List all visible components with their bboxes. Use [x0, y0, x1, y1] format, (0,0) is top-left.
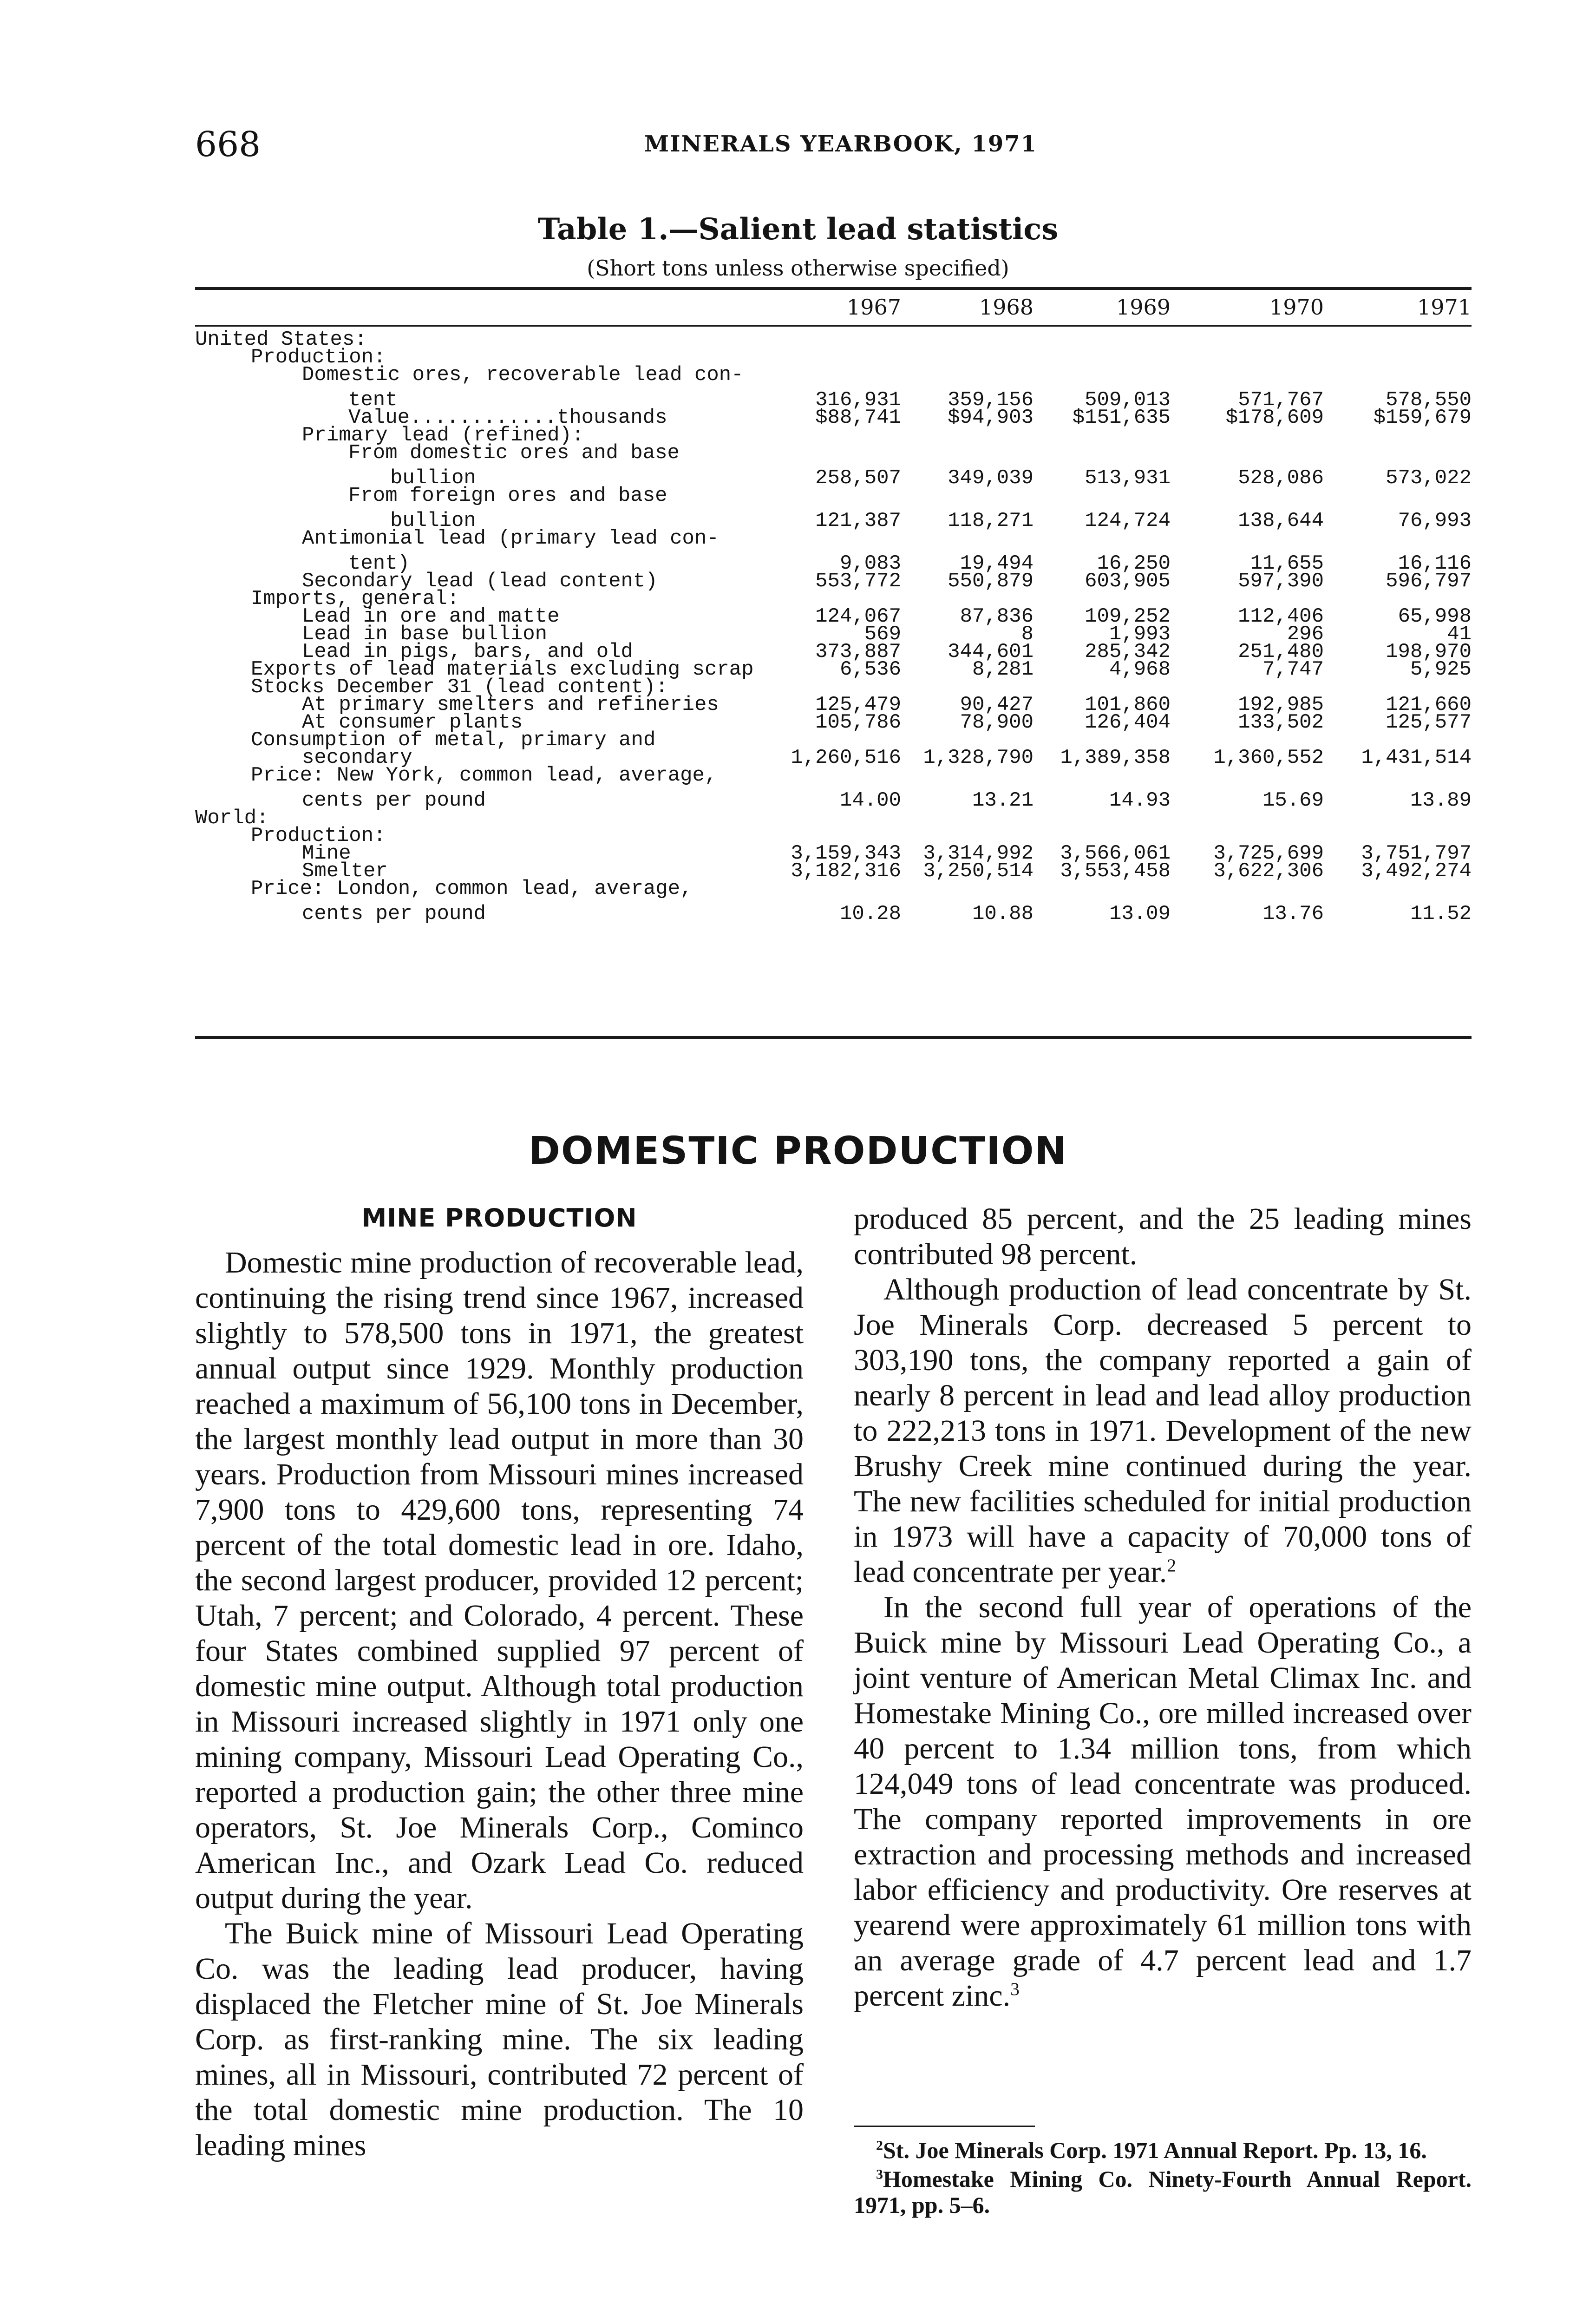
row-value-1968: 90,427 — [960, 693, 1033, 716]
row-label: United States: — [195, 328, 367, 351]
table-row — [195, 842, 1472, 865]
table-row — [195, 484, 1472, 507]
row-label: Stocks December 31 (lead content): — [251, 676, 668, 699]
row-value-1967: 258,507 — [815, 466, 901, 490]
row-value-1971: 3,492,274 — [1361, 860, 1472, 883]
table-row — [195, 877, 1472, 900]
row-value-1967: 125,479 — [815, 693, 901, 716]
row-value-1969: 3,553,458 — [1060, 860, 1171, 883]
table-row — [195, 860, 1472, 883]
row-value-1967: 6,536 — [839, 658, 901, 681]
table-row — [195, 552, 1472, 575]
row-value-1971: 578,550 — [1386, 388, 1472, 412]
row-value-1969: 14.93 — [1109, 789, 1171, 812]
body-paragraph: Domestic mine production of recoverable lead, continuing the rising trend since 1967, increased slightly to 578,500 tons in 1971, the greatest annual output since 1929. Monthly production reached a maximum of 56,100 tons in December, the largest monthly lead output in more than 30 years. Production from Missouri mines increased 7,900 tons to 429,600 tons, representing 74 percent of the total domestic lead in ore. Idaho, the second largest producer, provided 12 percent; Utah, 7 percent; and Colorado, 4 percent. These four States combined supplied 97 percent of domestic mine output. Although total production in Missouri increased slightly in 1971 only one mining company, Missouri Lead Operating Co., reported a production gain; the other three mine operators, St. Joe Minerals Corp., Cominco American Inc., and Ozark Lead Co. reduced output during the year. — [195, 1246, 804, 1915]
row-value-1967: 316,931 — [815, 388, 901, 412]
row-value-1971: 11.52 — [1410, 902, 1472, 925]
table-row — [195, 746, 1472, 769]
row-value-1967: 105,786 — [815, 711, 901, 734]
row-label: cents per pound — [302, 902, 486, 925]
row-value-1970: 11,655 — [1250, 552, 1324, 575]
row-value-1969: 3,566,061 — [1060, 842, 1171, 865]
body-paragraph: The Buick mine of Missouri Lead Operating Co. was the leading lead producer, having displaced the Fletcher mine of St. Joe Minerals Corp. as first-ranking mine. The six leading mines, all in Missouri, contributed 72 percent of the total domestic mine production. The 10 leading mines — [195, 1916, 804, 2162]
row-value-1969: 124,724 — [1085, 509, 1171, 532]
footnote-reference: 3 — [1010, 1979, 1020, 1999]
row-value-1971: 596,797 — [1386, 570, 1472, 593]
row-label: At primary smelters and refineries — [302, 693, 719, 716]
right-text-column — [854, 1201, 1472, 2014]
row-value-1969: 16,250 — [1097, 552, 1171, 575]
row-value-1967: 1,260,516 — [791, 746, 901, 769]
row-value-1971: 41 — [1447, 623, 1472, 646]
row-value-1971: 76,993 — [1398, 509, 1472, 532]
row-value-1968: 1,328,790 — [923, 746, 1033, 769]
footnote-mark: 2 — [876, 2138, 883, 2153]
table-row — [195, 693, 1472, 716]
footnote-text: St. Joe Minerals Corp. 1971 Annual Report. Pp. 13, 16. — [883, 2137, 1427, 2163]
column-header-1970: 1970 — [1269, 295, 1324, 320]
row-label: bullion — [390, 466, 476, 490]
subsection-heading: MINE PRODUCTION — [361, 1203, 637, 1233]
row-label: Imports, general: — [251, 587, 459, 610]
table-row — [195, 346, 1472, 369]
table-row — [195, 711, 1472, 734]
row-value-1969: 1,993 — [1109, 623, 1171, 646]
body-paragraph — [854, 1272, 1472, 1590]
table-row — [195, 570, 1472, 593]
row-label: tent — [348, 388, 398, 412]
body-paragraph — [854, 1590, 1472, 2014]
table-row — [195, 764, 1472, 787]
table-row — [195, 441, 1472, 465]
row-value-1969: 509,013 — [1085, 388, 1171, 412]
footnotes — [854, 2137, 1472, 2221]
left-text-column — [195, 1245, 804, 2163]
row-label: Lead in pigs, bars, and old — [302, 640, 633, 663]
row-value-1970: 192,985 — [1238, 693, 1324, 716]
table-bottom-rule — [195, 1036, 1472, 1039]
running-head — [195, 125, 1486, 171]
table-row — [195, 902, 1472, 925]
row-value-1968: 8 — [1021, 623, 1033, 646]
table-row — [195, 640, 1472, 663]
row-value-1969: $151,635 — [1072, 406, 1171, 429]
row-label: cents per pound — [302, 789, 486, 812]
row-label: Lead in ore and matte — [302, 605, 560, 628]
row-label: bullion — [390, 509, 476, 532]
row-label: Smelter — [302, 860, 388, 883]
column-header-1968: 1968 — [979, 295, 1033, 320]
column-header-1967: 1967 — [846, 295, 901, 320]
row-value-1968: 8,281 — [972, 658, 1033, 681]
row-value-1967: 3,182,316 — [791, 860, 901, 883]
table-header-rule — [195, 325, 1472, 327]
row-label: Price: London, common lead, average, — [251, 877, 693, 900]
row-value-1969: 603,905 — [1085, 570, 1171, 593]
row-label: Antimonial lead (primary lead con- — [302, 527, 719, 550]
row-value-1971: 573,022 — [1386, 466, 1472, 490]
row-value-1969: 109,252 — [1085, 605, 1171, 628]
row-value-1967: 569 — [864, 623, 901, 646]
row-value-1971: 65,998 — [1398, 605, 1472, 628]
row-label: tent) — [348, 552, 410, 575]
footnote-mark: 3 — [876, 2166, 883, 2182]
row-value-1970: 15.69 — [1262, 789, 1324, 812]
row-value-1971: 5,925 — [1410, 658, 1472, 681]
row-value-1970: 7,747 — [1262, 658, 1324, 681]
page-number: 668 — [195, 125, 261, 164]
body-paragraph-continued: produced 85 percent, and the 25 leading mines contributed 98 percent. — [854, 1202, 1472, 1271]
row-value-1967: 14.00 — [839, 789, 901, 812]
table-column-headers — [195, 289, 1472, 324]
row-value-1969: 126,404 — [1085, 711, 1171, 734]
row-value-1968: 344,601 — [948, 640, 1033, 663]
row-value-1967: 553,772 — [815, 570, 901, 593]
row-value-1968: 550,879 — [948, 570, 1033, 593]
column-header-1969: 1969 — [1116, 295, 1171, 320]
row-value-1968: 13.21 — [972, 789, 1033, 812]
row-value-1969: 101,860 — [1085, 693, 1171, 716]
row-label: Domestic ores, recoverable lead con- — [302, 363, 744, 387]
row-label: Mine — [302, 842, 351, 865]
row-value-1968: 359,156 — [948, 388, 1033, 412]
table-row — [195, 789, 1472, 812]
row-value-1970: 13.76 — [1262, 902, 1324, 925]
row-value-1970: 597,390 — [1238, 570, 1324, 593]
row-value-1971: 13.89 — [1410, 789, 1472, 812]
row-value-1971: 121,660 — [1386, 693, 1472, 716]
row-label: Consumption of metal, primary and — [251, 728, 656, 752]
table-row — [195, 363, 1472, 387]
row-value-1968: 10.88 — [972, 902, 1033, 925]
row-label: Production: — [251, 824, 386, 847]
row-value-1970: 3,622,306 — [1213, 860, 1324, 883]
row-value-1970: 133,502 — [1238, 711, 1324, 734]
table-row — [195, 466, 1472, 490]
row-value-1968: 87,836 — [960, 605, 1033, 628]
row-value-1968: $94,903 — [948, 406, 1033, 429]
row-value-1971: 1,431,514 — [1361, 746, 1472, 769]
row-value-1967: 121,387 — [815, 509, 901, 532]
row-value-1968: 3,314,992 — [923, 842, 1033, 865]
row-value-1971: 16,116 — [1398, 552, 1472, 575]
row-value-1968: 118,271 — [948, 509, 1033, 532]
row-label: From domestic ores and base — [348, 441, 680, 465]
paragraph-text: In the second full year of operations of the Buick mine by Missouri Lead Operating Co., a joint venture of American Metal Climax Inc. and Homestake Mining Co., ore milled increased over 40 percent to 1.34 million tons, from which 124,049 tons of lead concentrate was produced. The company reported improvements in ore extraction and processing methods and increased labor efficiency and productivity. Ore reserves at yearend were approximately 61 million tons with an average grade of 4.7 percent lead and 1.7 percent zinc. — [854, 1590, 1472, 2013]
footnote-rule — [854, 2126, 1035, 2127]
row-value-1969: 4,968 — [1109, 658, 1171, 681]
footnote-text: Homestake Mining Co. Ninety-Fourth Annual Report. 1971, pp. 5–6. — [854, 2166, 1472, 2218]
table-row — [195, 676, 1472, 699]
footnote — [854, 2137, 1472, 2163]
section-heading: DOMESTIC PRODUCTION — [528, 1129, 1068, 1173]
row-value-1967: 3,159,343 — [791, 842, 901, 865]
row-value-1971: 198,970 — [1386, 640, 1472, 663]
row-value-1969: 285,342 — [1085, 640, 1171, 663]
row-value-1968: 19,494 — [960, 552, 1033, 575]
row-value-1969: 1,389,358 — [1060, 746, 1171, 769]
table-row — [195, 807, 1472, 830]
row-value-1971: 3,751,797 — [1361, 842, 1472, 865]
column-header-1971: 1971 — [1417, 295, 1472, 320]
table-row — [195, 509, 1472, 532]
table-title: Table 1.—Salient lead statistics — [537, 212, 1059, 247]
row-value-1971: $159,679 — [1373, 406, 1472, 429]
row-value-1970: 528,086 — [1238, 466, 1324, 490]
row-label: Exports of lead materials excluding scrap — [251, 658, 754, 681]
table-row — [195, 406, 1472, 429]
table-row — [195, 424, 1472, 447]
row-label: Production: — [251, 346, 386, 369]
row-value-1967: 124,067 — [815, 605, 901, 628]
row-label: World: — [195, 807, 269, 830]
table-row — [195, 824, 1472, 847]
row-label: Primary lead (refined): — [302, 424, 584, 447]
row-value-1970: 1,360,552 — [1213, 746, 1324, 769]
running-title: MINERALS YEARBOOK, 1971 — [644, 131, 1038, 157]
row-value-1970: 112,406 — [1238, 605, 1324, 628]
row-label: From foreign ores and base — [348, 484, 667, 507]
row-value-1970: 138,644 — [1238, 509, 1324, 532]
table-row — [195, 658, 1472, 681]
row-value-1971: 125,577 — [1386, 711, 1472, 734]
row-value-1970: 251,480 — [1238, 640, 1324, 663]
table-row — [195, 328, 1472, 351]
row-label: Lead in base bullion — [302, 623, 548, 646]
row-label: secondary — [302, 746, 412, 769]
table-row — [195, 605, 1472, 628]
table-row — [195, 728, 1472, 752]
row-value-1970: 571,767 — [1238, 388, 1324, 412]
table-row — [195, 623, 1472, 646]
row-value-1967: 373,887 — [815, 640, 901, 663]
salient-lead-statistics-table — [195, 328, 1472, 925]
row-value-1970: 296 — [1287, 623, 1324, 646]
row-value-1969: 513,931 — [1085, 466, 1171, 490]
row-value-1970: 3,725,699 — [1213, 842, 1324, 865]
row-label: At consumer plants — [302, 711, 523, 734]
row-value-1967: $88,741 — [815, 406, 901, 429]
row-label: Price: New York, common lead, average, — [251, 764, 717, 787]
row-value-1968: 3,250,514 — [923, 860, 1033, 883]
table-row — [195, 587, 1472, 610]
row-value-1967: 10.28 — [839, 902, 901, 925]
table-subtitle: (Short tons unless otherwise specified) — [587, 256, 1009, 281]
row-label: Secondary lead (lead content) — [302, 570, 658, 593]
row-label: Value............thousands — [348, 406, 667, 429]
paragraph-text: Although production of lead concentrate by St. Joe Minerals Corp. decreased 5 percent to 303,190 tons, the company reported a gain of nearly 8 percent in lead and lead alloy production to 222,213 tons in 1971. Development of the new Brushy Creek mine continued during the year. The new facilities scheduled for initial production in 1973 will have a capacity of 70,000 tons of lead concentrate per year. — [854, 1273, 1472, 1589]
row-value-1968: 78,900 — [960, 711, 1033, 734]
table-row — [195, 388, 1472, 412]
row-value-1969: 13.09 — [1109, 902, 1171, 925]
table-row — [195, 527, 1472, 550]
row-value-1968: 349,039 — [948, 466, 1033, 490]
row-value-1970: $178,609 — [1225, 406, 1324, 429]
footnote-reference: 2 — [1167, 1555, 1177, 1575]
footnote — [854, 2166, 1472, 2218]
row-value-1967: 9,083 — [839, 552, 901, 575]
